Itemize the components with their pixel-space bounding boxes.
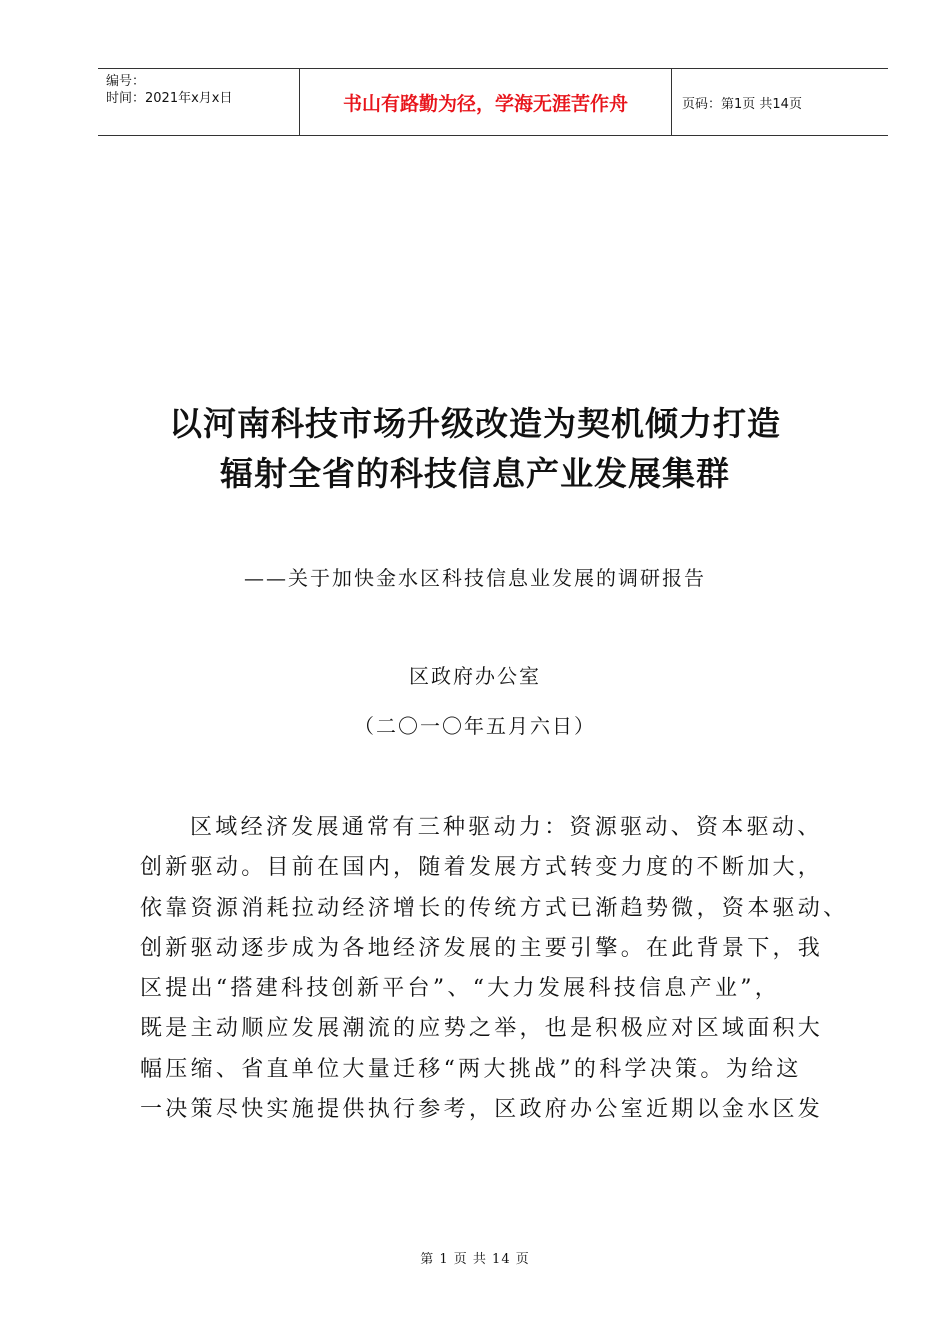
body-line: 幅压缩、省直单位大量迁移“两大挑战”的科学决策。为给这	[140, 1056, 802, 1082]
header-motto-cell	[300, 69, 672, 135]
number-label: 编号：	[106, 74, 146, 89]
document-subtitle: ——关于加快金水区科技信息业发展的调研报告	[244, 566, 706, 590]
body-line: 创新驱动。目前在国内，随着发展方式转变力度的不断加大，	[140, 855, 824, 881]
document-title-line-2: 辐射全省的科技信息产业发展集群	[220, 454, 730, 493]
footer-page-number: 第 1 页 共 14 页	[420, 1252, 530, 1267]
document-date: （二〇一〇年五月六日）	[354, 714, 596, 738]
body-line: 创新驱动逐步成为各地经济发展的主要引擎。在此背景下，我	[140, 935, 824, 961]
header-table	[98, 68, 888, 136]
document-title-line-1: 以河南科技市场升级改造为契机倾力打造	[169, 404, 781, 443]
body-line: 一决策尽快实施提供执行参考，区政府办公室近期以金水区发	[140, 1097, 824, 1123]
body-line: 区域经济发展通常有三种驱动力：资源驱动、资本驱动、	[190, 815, 823, 840]
time-label: 时间：2021年x月x日	[106, 91, 233, 106]
body-line: 依靠资源消耗拉动经济增长的传统方式已渐趋势微，资本驱动、	[140, 895, 849, 921]
body-paragraph	[140, 808, 865, 1130]
header-page-info: 页码：第1页 共14页	[682, 96, 802, 112]
body-line: 既是主动顺应发展潮流的应势之举，也是积极应对区域面积大	[140, 1016, 824, 1042]
document-author: 区政府办公室	[409, 664, 541, 688]
body-line: 区提出“搭建科技创新平台”、“大力发展科技信息产业”，	[140, 976, 781, 1002]
header-meta-cell	[98, 69, 300, 135]
motto-text: 书山有路勤为径，学海无涯苦作舟	[342, 92, 628, 115]
header-page-cell	[672, 69, 888, 135]
